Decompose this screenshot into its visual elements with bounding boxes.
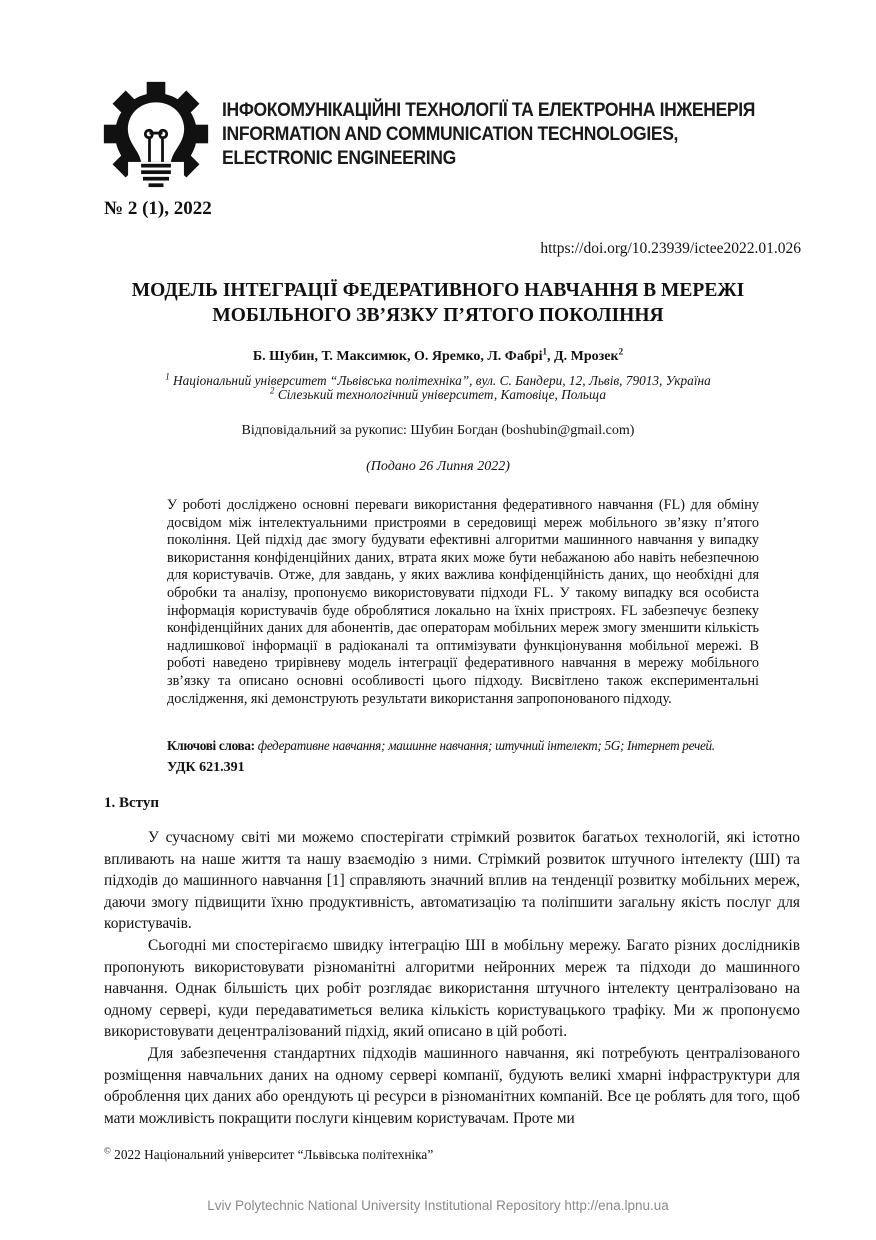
journal-header (100, 80, 810, 185)
doi-link[interactable]: https://doi.org/10.23939/ictee2022.01.026 (540, 240, 801, 257)
affiliation-2: $^2$ Сілезький технологічний університет, Катовіце, Польща (269, 385, 606, 402)
affiliations (100, 371, 776, 402)
keywords-list: федеративне навчання; машинне навчання; штучний інтелект; 5G; Інтернет речей. (257, 738, 715, 753)
article-title (100, 278, 776, 328)
keywords-label: Ключові слова: (167, 738, 255, 753)
author: Л. Фабрі$^1$, (487, 346, 555, 364)
paragraph: Сьогодні ми спостерігаємо швидку інтеграцію ШІ в мобільну мережу. Багато різних дослідників пропонують використовувати різноманітні алгоритми нейронних мереж та підходи до машинного навчання. Однак більшість цих робіт розглядає використання штучного інтелекту централізовано на одному сервері, куди передаватиметься велика кількість користувацького трафіку. Ми ж пропонуємо використовувати децентралізований підхід, який описано в цій роботі. (104, 936, 800, 1041)
author: Т. Максимюк, (321, 349, 414, 364)
paragraph: Для забезпечення стандартних підходів машинного навчання, які потребують централізованого розміщення навчальних даних на одному сервері компанії, будують великі хмарні інфраструктури для оброблення цих даних або орендують ці ресурси в різноманітних компаній. Все це роблять для того, щоб мати можливість покращити послуги кінцевим користувачам. Проте ми (104, 1044, 800, 1127)
journal-name-en-1: INFORMATION AND COMMUNICATION TECHNOLOGIES, (222, 123, 679, 145)
author: Б. Шубин, (252, 349, 322, 364)
corresponding-author: Відповідальний за рукопис: Шубин Богдан (boshubin@gmail.com) (241, 423, 635, 438)
gear-lightbulb-icon (100, 80, 212, 188)
title-line-1: МОДЕЛЬ ІНТЕГРАЦІЇ ФЕДЕРАТИВНОГО НАВЧАННЯ В МЕРЕЖІ (131, 280, 745, 301)
author: Д. Мрозек$^2$ (554, 346, 624, 364)
udc-code: УДК 621.391 (167, 760, 245, 775)
author-list (100, 346, 776, 365)
repository-footer[interactable]: Lviv Polytechnic National University Institutional Repository http://ena.lpnu.ua (207, 1198, 669, 1213)
copyright-notice: © 2022 Національний університет “Львівська політехніка” (104, 1145, 434, 1162)
journal-name-ua: ІНФОКОМУНІКАЦІЙНІ ТЕХНОЛОГІЇ ТА ЕЛЕКТРОННА ІНЖЕНЕРІЯ (222, 99, 756, 121)
submission-date: (Подано 26 Липня 2022) (366, 459, 510, 474)
abstract: У роботі досліджено основні переваги використання федеративного навчання (FL) для обміну досвідом між інтелектуальними пристроями в середовищі мереж мобільного зв’язку п’ятого покоління. Цей підхід дає змогу будувати ефективні алгоритми машинного навчання у випадку використання конфіденційних даних, втрата яких може бути небажаною або навіть небезпечною для користувачів. Отже, для завдань, у яких важлива конфіденційність даних, що необхідні для обробки та аналізу, пропонуємо використовувати підходи FL. У такому випадку вся особиста інформація користувачів буде оброблятися локально на їхніх пристроях. FL забезпечує безпеку конфіденційних даних для абонентів, дає операторам мобільних мереж змогу зменшити кількість надлишкової інформації в радіоканалі та оптимізувати функціонування мобільної мережі. В роботі наведено трирівневу модель інтеграції федеративного навчання в мережу мобільного зв’язку та описано основні особливості цього підходу. Висвітлено також експериментальні дослідження, які демонструють результати використання запропонованого підходу. (167, 497, 759, 707)
keywords (167, 738, 767, 754)
section-heading: 1. Вступ (104, 795, 159, 811)
journal-name-en-2: ELECTRONIC ENGINEERING (222, 147, 456, 169)
author: О. Яремко, (413, 349, 488, 364)
paragraph: У сучасному світі ми можемо спостерігати стрімкий розвиток багатьох технологій, які істотно впливають на наше життя та нашу взаємодію з ними. Стрімкий розвиток штучного інтелекту (ШІ) та підходів до машинного навчання [1] справляють значний вплив на тенденції розвитку мобільних мереж, даючи змогу підвищити їхню продуктивність, автоматизацію та поліпшити загальну якість послуг для користувачів. (104, 829, 800, 933)
title-line-2: МОБІЛЬНОГО ЗВ’ЯЗКУ П’ЯТОГО ПОКОЛІННЯ (212, 305, 664, 326)
issue-number: № 2 (1), 2022 (104, 198, 212, 219)
body-text (104, 827, 800, 1129)
journal-title (222, 98, 755, 170)
affiliation-1: $^1$ Національний університет “Львівська політехніка”, вул. С. Бандери, 12, Львів, 79013, Україна (165, 371, 711, 388)
copyright-symbol: © (104, 1145, 111, 1156)
